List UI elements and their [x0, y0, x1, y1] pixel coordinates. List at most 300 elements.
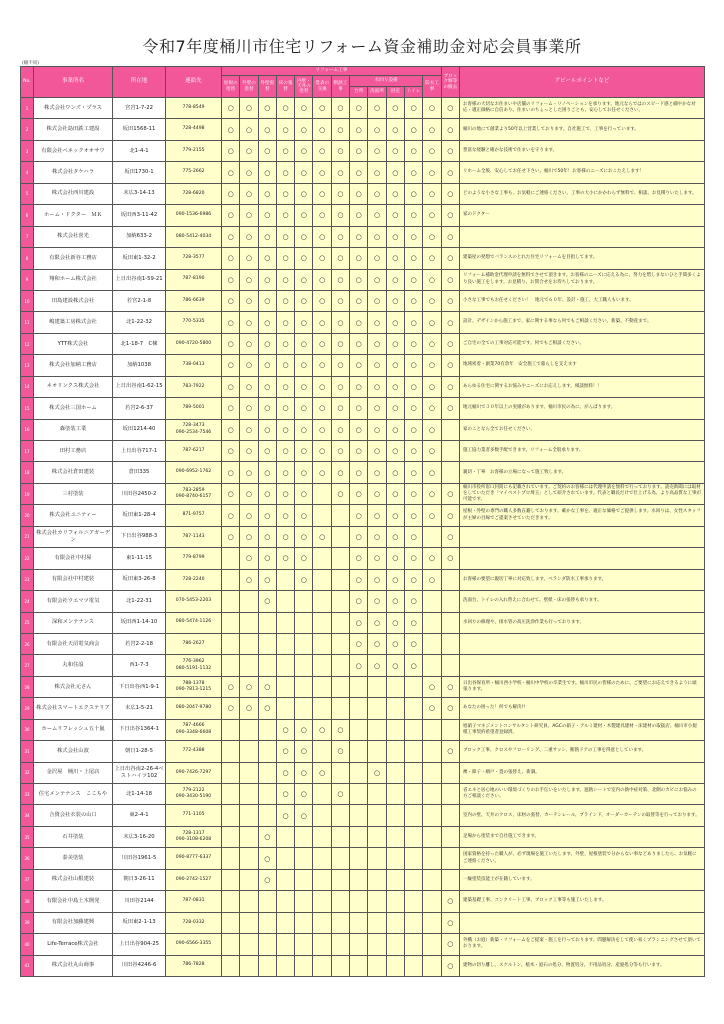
- available-mark-icon: ○: [245, 704, 252, 713]
- company-address: 坂田東3-26-8: [113, 569, 166, 590]
- available-mark-icon: ○: [337, 447, 344, 456]
- available-mark-icon: ○: [300, 725, 307, 734]
- work-cell-10: [386, 891, 404, 912]
- work-cell-1: [222, 183, 240, 204]
- work-cell-12: [423, 162, 441, 183]
- row-number: 27: [21, 655, 34, 676]
- work-cell-10: [386, 248, 404, 269]
- work-cell-6: [313, 248, 331, 269]
- company-name: 株式会社加納工務店: [34, 355, 113, 376]
- work-cell-1: [222, 312, 240, 333]
- work-cell-1: [222, 462, 240, 483]
- work-cell-3: [258, 869, 276, 890]
- work-cell-9: [368, 269, 386, 290]
- work-cell-11: [404, 633, 422, 654]
- work-cell-3: [258, 119, 276, 140]
- company-phone: [166, 805, 222, 826]
- row-number: 8: [21, 248, 34, 269]
- row-number: 33: [21, 784, 34, 805]
- work-cell-12: [423, 183, 441, 204]
- work-cell-7: [331, 226, 349, 247]
- appeal-text: どのような小さな工事も、お気軽にご連絡ください。工事の大小にかかわらず無料で、相談、お見積りいたします。: [459, 183, 704, 204]
- row-number: 19: [21, 483, 34, 504]
- company-name: 株式会社山根建装: [34, 869, 113, 890]
- company-phone: [166, 826, 222, 847]
- available-mark-icon: ○: [428, 468, 436, 477]
- work-cell-6: [313, 719, 331, 740]
- table-row: [21, 891, 705, 912]
- available-mark-icon: ○: [428, 447, 436, 456]
- company-name: 住宅メンテナンス ここちや: [34, 784, 113, 805]
- work-cell-13: [441, 676, 459, 697]
- row-number: 22: [21, 548, 34, 569]
- work-cell-4: [276, 398, 294, 419]
- work-cell-1: [222, 762, 240, 783]
- order-note: (順不同): [22, 61, 40, 66]
- work-cell-11: [404, 398, 422, 419]
- available-mark-icon: ○: [282, 189, 289, 198]
- available-mark-icon: ○: [392, 640, 399, 649]
- available-mark-icon: ○: [264, 875, 271, 884]
- work-cell-1: [222, 548, 240, 569]
- phone-number: 090-3108-6208: [175, 837, 212, 843]
- table-row: [21, 140, 705, 161]
- header-work-5: 内壁・天井の塗替: [295, 76, 313, 98]
- row-number: 40: [21, 934, 34, 955]
- work-cell-13: [441, 869, 459, 890]
- work-cell-7: [331, 784, 349, 805]
- company-name: 有限会社新谷工務店: [34, 248, 113, 269]
- phone-number: 787-1143: [182, 533, 205, 539]
- company-phone: [166, 741, 222, 762]
- work-cell-10: [386, 869, 404, 890]
- work-cell-3: [258, 526, 276, 547]
- row-number: 41: [21, 955, 34, 976]
- work-cell-9: [368, 355, 386, 376]
- work-cell-3: [258, 183, 276, 204]
- available-mark-icon: ○: [227, 468, 234, 477]
- available-mark-icon: ○: [337, 468, 344, 477]
- company-address: 下日出谷1364-1: [113, 719, 166, 740]
- available-mark-icon: ○: [245, 468, 252, 477]
- available-mark-icon: ○: [282, 768, 289, 777]
- phone-number: 090-7426-7297: [175, 769, 212, 775]
- company-address: 西1-7-3: [113, 655, 166, 676]
- table-row: [21, 419, 705, 440]
- work-cell-9: [368, 805, 386, 826]
- work-cell-3: [258, 784, 276, 805]
- row-number: 32: [21, 762, 34, 783]
- work-cell-5: [295, 848, 313, 869]
- available-mark-icon: ○: [282, 104, 289, 113]
- work-cell-12: [423, 805, 441, 826]
- work-cell-13: [441, 205, 459, 226]
- company-phone: [166, 462, 222, 483]
- available-mark-icon: ○: [300, 340, 307, 349]
- work-cell-1: [222, 376, 240, 397]
- work-cell-4: [276, 548, 294, 569]
- available-mark-icon: ○: [410, 468, 417, 477]
- work-cell-7: [331, 355, 349, 376]
- available-mark-icon: ○: [410, 490, 417, 499]
- work-cell-11: [404, 762, 422, 783]
- work-cell-1: [222, 612, 240, 633]
- work-cell-11: [404, 612, 422, 633]
- work-cell-10: [386, 140, 404, 161]
- appeal-text: 洗面台、トイレの入れ替えに合わせて、壁紙・床の張替も承ります。: [459, 591, 704, 612]
- available-mark-icon: ○: [447, 104, 454, 113]
- available-mark-icon: ○: [410, 575, 417, 584]
- work-cell-8: [350, 355, 368, 376]
- work-cell-2: [240, 955, 258, 976]
- member-table: [20, 66, 705, 977]
- available-mark-icon: ○: [373, 575, 381, 584]
- available-mark-icon: ○: [227, 318, 234, 327]
- row-number: 18: [21, 462, 34, 483]
- available-mark-icon: ○: [428, 382, 436, 391]
- available-mark-icon: ○: [319, 275, 326, 284]
- work-cell-12: [423, 955, 441, 976]
- available-mark-icon: ○: [373, 640, 381, 649]
- company-phone: [166, 526, 222, 547]
- available-mark-icon: ○: [428, 104, 436, 113]
- work-cell-2: [240, 912, 258, 933]
- work-cell-6: [313, 698, 331, 719]
- available-mark-icon: ○: [355, 490, 362, 499]
- available-mark-icon: ○: [373, 490, 381, 499]
- work-cell-10: [386, 612, 404, 633]
- company-phone: [166, 955, 222, 976]
- work-cell-11: [404, 505, 422, 526]
- work-cell-10: [386, 719, 404, 740]
- work-cell-1: [222, 848, 240, 869]
- appeal-text: 省エネと居心地のいい環境づくりのお手伝いをいたします。遮熱シートで室内の熱中症対策、北側のカビにお悩みの方ご相談ください。: [459, 784, 704, 805]
- work-cell-10: [386, 205, 404, 226]
- company-address: 北1-22-32: [113, 312, 166, 333]
- work-cell-7: [331, 805, 349, 826]
- company-phone: [166, 119, 222, 140]
- available-mark-icon: ○: [300, 447, 307, 456]
- work-cell-13: [441, 355, 459, 376]
- work-cell-10: [386, 355, 404, 376]
- work-cell-8: [350, 719, 368, 740]
- work-cell-10: [386, 741, 404, 762]
- available-mark-icon: ○: [428, 275, 436, 284]
- available-mark-icon: ○: [410, 661, 417, 670]
- work-cell-3: [258, 698, 276, 719]
- phone-number: 090-8740-6157: [175, 494, 212, 500]
- work-cell-13: [441, 591, 459, 612]
- company-name: 株式会社スマートエクステリア: [34, 698, 113, 719]
- work-cell-5: [295, 934, 313, 955]
- table-row: [21, 376, 705, 397]
- available-mark-icon: ○: [447, 404, 454, 413]
- work-cell-8: [350, 98, 368, 119]
- available-mark-icon: ○: [392, 297, 399, 306]
- company-phone: [166, 548, 222, 569]
- table-row: [21, 569, 705, 590]
- work-cell-9: [368, 376, 386, 397]
- work-cell-9: [368, 698, 386, 719]
- available-mark-icon: ○: [264, 511, 271, 520]
- work-cell-3: [258, 312, 276, 333]
- work-cell-6: [313, 483, 331, 504]
- work-cell-5: [295, 226, 313, 247]
- appeal-text: あなたの困った！何でも解決!!: [459, 698, 704, 719]
- work-cell-6: [313, 612, 331, 633]
- work-cell-10: [386, 569, 404, 590]
- work-cell-9: [368, 419, 386, 440]
- work-cell-8: [350, 290, 368, 311]
- available-mark-icon: ○: [373, 468, 381, 477]
- work-cell-6: [313, 183, 331, 204]
- available-mark-icon: ○: [227, 683, 234, 692]
- work-cell-7: [331, 698, 349, 719]
- table-row: [21, 483, 705, 504]
- company-address: 下日出谷西1-9-1: [113, 676, 166, 697]
- phone-number: 783-2859: [182, 487, 205, 493]
- available-mark-icon: ○: [355, 232, 362, 241]
- available-mark-icon: ○: [264, 854, 271, 863]
- work-cell-1: [222, 655, 240, 676]
- work-cell-2: [240, 119, 258, 140]
- work-cell-2: [240, 269, 258, 290]
- available-mark-icon: ○: [245, 125, 252, 134]
- available-mark-icon: ○: [264, 275, 271, 284]
- work-cell-6: [313, 526, 331, 547]
- available-mark-icon: ○: [373, 382, 381, 391]
- work-cell-8: [350, 784, 368, 805]
- work-cell-2: [240, 226, 258, 247]
- work-cell-4: [276, 419, 294, 440]
- available-mark-icon: ○: [447, 554, 454, 563]
- work-cell-11: [404, 462, 422, 483]
- work-cell-5: [295, 548, 313, 569]
- work-cell-1: [222, 119, 240, 140]
- available-mark-icon: ○: [447, 125, 454, 134]
- table-row: [21, 548, 705, 569]
- work-cell-7: [331, 119, 349, 140]
- available-mark-icon: ○: [300, 211, 307, 220]
- company-address: 東1-11-15: [113, 548, 166, 569]
- work-cell-12: [423, 912, 441, 933]
- work-cell-7: [331, 98, 349, 119]
- available-mark-icon: ○: [373, 768, 381, 777]
- work-cell-12: [423, 419, 441, 440]
- available-mark-icon: ○: [245, 554, 252, 563]
- available-mark-icon: ○: [319, 468, 326, 477]
- work-cell-13: [441, 848, 459, 869]
- work-cell-11: [404, 869, 422, 890]
- work-cell-4: [276, 483, 294, 504]
- work-cell-5: [295, 719, 313, 740]
- appeal-text: [459, 655, 704, 676]
- work-cell-3: [258, 290, 276, 311]
- work-cell-10: [386, 441, 404, 462]
- header-work-2: 外壁の塗替: [240, 76, 258, 98]
- available-mark-icon: ○: [392, 532, 399, 541]
- work-cell-5: [295, 826, 313, 847]
- work-cell-3: [258, 848, 276, 869]
- work-cell-8: [350, 526, 368, 547]
- row-number: 5: [21, 183, 34, 204]
- work-cell-2: [240, 848, 258, 869]
- work-cell-12: [423, 140, 441, 161]
- work-cell-10: [386, 162, 404, 183]
- work-cell-7: [331, 719, 349, 740]
- company-address: 上日出谷南1-59-21: [113, 269, 166, 290]
- available-mark-icon: ○: [355, 575, 362, 584]
- available-mark-icon: ○: [373, 404, 381, 413]
- company-name: 森塗装工業: [34, 419, 113, 440]
- available-mark-icon: ○: [300, 511, 307, 520]
- work-cell-11: [404, 162, 422, 183]
- available-mark-icon: ○: [447, 940, 454, 949]
- work-cell-7: [331, 376, 349, 397]
- available-mark-icon: ○: [373, 168, 381, 177]
- available-mark-icon: ○: [245, 104, 252, 113]
- table-row: [21, 955, 705, 976]
- company-address: 若宮2-6-37: [113, 398, 166, 419]
- work-cell-9: [368, 290, 386, 311]
- row-number: 29: [21, 698, 34, 719]
- available-mark-icon: ○: [447, 511, 454, 520]
- work-cell-4: [276, 741, 294, 762]
- work-cell-9: [368, 119, 386, 140]
- work-cell-1: [222, 741, 240, 762]
- work-cell-5: [295, 98, 313, 119]
- available-mark-icon: ○: [227, 490, 234, 499]
- company-name: 株式会社西川建設: [34, 183, 113, 204]
- work-cell-11: [404, 955, 422, 976]
- work-cell-9: [368, 891, 386, 912]
- available-mark-icon: ○: [264, 104, 271, 113]
- available-mark-icon: ○: [410, 211, 417, 220]
- work-cell-11: [404, 376, 422, 397]
- phone-number: 070-5453-2203: [175, 598, 212, 604]
- work-cell-6: [313, 891, 331, 912]
- company-address: 加納633-2: [113, 226, 166, 247]
- available-mark-icon: ○: [392, 490, 399, 499]
- work-cell-3: [258, 98, 276, 119]
- work-cell-12: [423, 441, 441, 462]
- available-mark-icon: ○: [282, 340, 289, 349]
- header-appeal: アピールポイントなど: [459, 67, 704, 98]
- work-cell-11: [404, 419, 422, 440]
- available-mark-icon: ○: [355, 104, 362, 113]
- work-cell-5: [295, 591, 313, 612]
- work-cell-4: [276, 290, 294, 311]
- work-cell-4: [276, 183, 294, 204]
- company-address: 坂田東1-32-2: [113, 248, 166, 269]
- header-contact: 連絡先: [166, 67, 222, 98]
- work-cell-11: [404, 269, 422, 290]
- work-cell-13: [441, 912, 459, 933]
- table-row: [21, 784, 705, 805]
- work-cell-13: [441, 140, 459, 161]
- work-cell-8: [350, 569, 368, 590]
- work-cell-9: [368, 205, 386, 226]
- phone-number: 090-2742-1527: [175, 876, 212, 882]
- row-number: 23: [21, 569, 34, 590]
- work-cell-8: [350, 591, 368, 612]
- company-address: 末広3-14-13: [113, 183, 166, 204]
- company-phone: [166, 398, 222, 419]
- work-cell-2: [240, 698, 258, 719]
- available-mark-icon: ○: [410, 404, 417, 413]
- work-cell-8: [350, 548, 368, 569]
- available-mark-icon: ○: [300, 361, 307, 370]
- company-address: 上日出谷904-25: [113, 934, 166, 955]
- row-number: 24: [21, 591, 34, 612]
- company-address: 宮宮1-7-22: [113, 98, 166, 119]
- work-cell-6: [313, 462, 331, 483]
- available-mark-icon: ○: [264, 340, 271, 349]
- work-cell-5: [295, 805, 313, 826]
- company-name: 有限会社中島土木開発: [34, 891, 113, 912]
- phone-number: 786-6639: [182, 297, 205, 303]
- header-reform-group: リフォーム工事: [222, 67, 442, 76]
- available-mark-icon: ○: [227, 232, 234, 241]
- company-address: 上日出谷南1-62-15: [113, 376, 166, 397]
- work-cell-10: [386, 655, 404, 676]
- available-mark-icon: ○: [245, 404, 252, 413]
- header-water-group: 水回り設備: [350, 76, 423, 87]
- company-name: 丸和住設: [34, 655, 113, 676]
- available-mark-icon: ○: [227, 254, 234, 263]
- header-work-12: 防水工事: [423, 76, 441, 98]
- work-cell-11: [404, 98, 422, 119]
- work-cell-4: [276, 205, 294, 226]
- available-mark-icon: ○: [410, 361, 417, 370]
- available-mark-icon: ○: [373, 104, 381, 113]
- work-cell-3: [258, 398, 276, 419]
- work-cell-1: [222, 398, 240, 419]
- row-number: 2: [21, 119, 34, 140]
- table-row: [21, 612, 705, 633]
- company-address: 朝日1-28-5: [113, 741, 166, 762]
- available-mark-icon: ○: [319, 168, 326, 177]
- work-cell-8: [350, 698, 368, 719]
- work-cell-3: [258, 333, 276, 354]
- work-cell-6: [313, 98, 331, 119]
- header-work-9: 洗面所: [368, 87, 386, 98]
- work-cell-11: [404, 140, 422, 161]
- appeal-text: 家のドクター: [459, 205, 704, 226]
- available-mark-icon: ○: [319, 447, 326, 456]
- header-work-7: 断熱工事: [331, 76, 349, 98]
- work-cell-5: [295, 441, 313, 462]
- work-cell-9: [368, 848, 386, 869]
- company-address: 若宮2-2-18: [113, 633, 166, 654]
- available-mark-icon: ○: [392, 447, 399, 456]
- company-name: ホーム・ドクター ＭＫ: [34, 205, 113, 226]
- work-cell-2: [240, 98, 258, 119]
- work-cell-13: [441, 312, 459, 333]
- available-mark-icon: ○: [319, 125, 326, 134]
- company-name: 株式会社タケハラ: [34, 162, 113, 183]
- company-name: 三村塗装: [34, 483, 113, 504]
- row-number: 25: [21, 612, 34, 633]
- available-mark-icon: ○: [355, 661, 362, 670]
- available-mark-icon: ○: [300, 318, 307, 327]
- work-cell-12: [423, 741, 441, 762]
- work-cell-5: [295, 676, 313, 697]
- work-cell-5: [295, 505, 313, 526]
- work-cell-9: [368, 784, 386, 805]
- available-mark-icon: ○: [373, 597, 381, 606]
- available-mark-icon: ○: [227, 447, 234, 456]
